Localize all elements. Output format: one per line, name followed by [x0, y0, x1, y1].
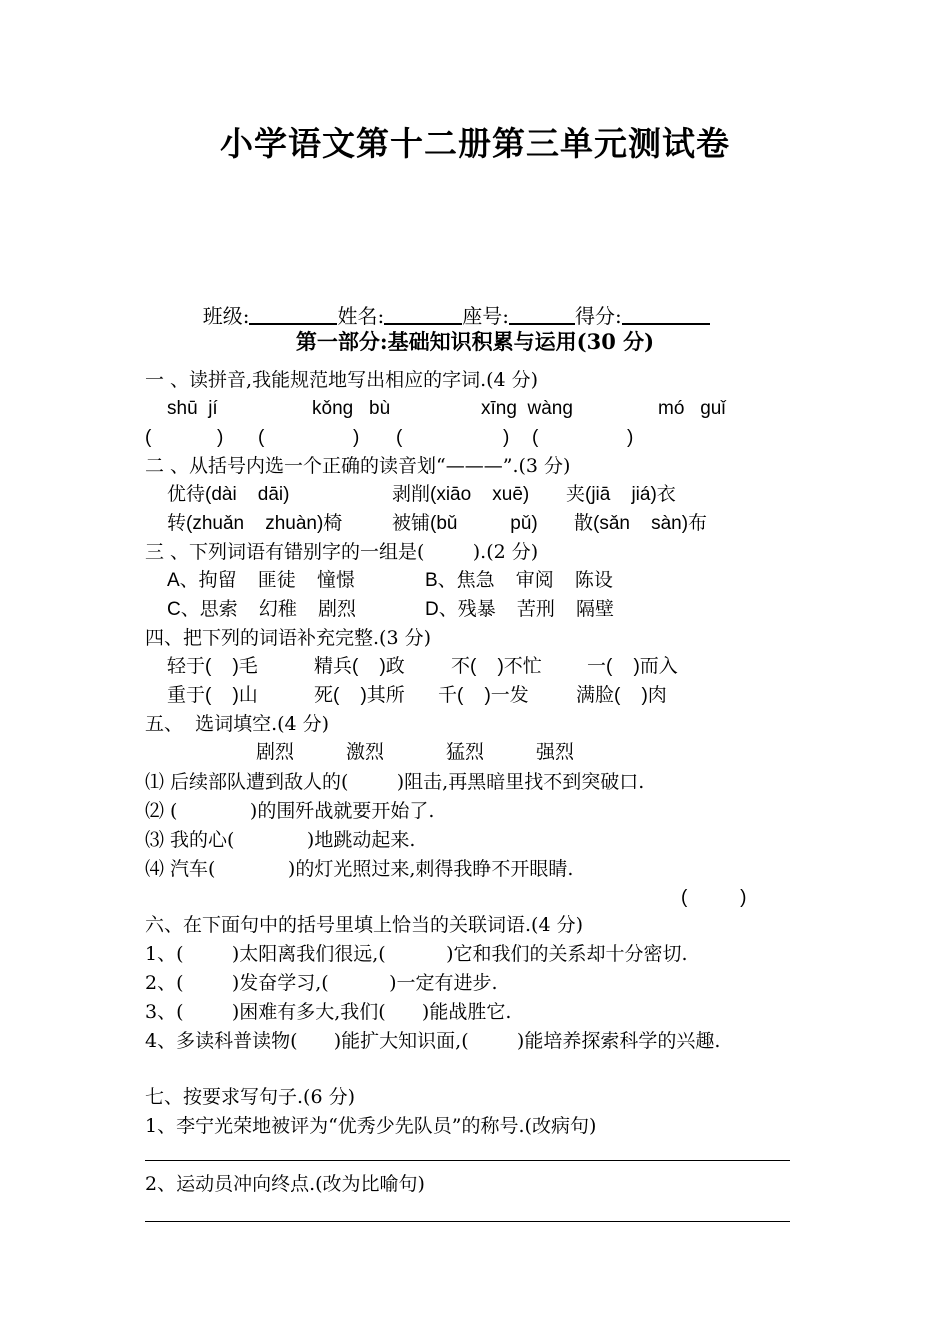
q7-heading: 七、按要求写句子.(6 分) [145, 1086, 355, 1108]
q2-row2-a: 转(zhuǎn zhuàn)椅 [167, 513, 343, 534]
answer-line-2 [145, 1221, 790, 1222]
q3-option-b: B、焦急 审阅 陈设 [425, 570, 613, 591]
q6-heading: 六、在下面句中的括号里填上恰当的关联词语.(4 分) [145, 914, 583, 936]
q1-pinyin-3: xīng wàng [481, 398, 573, 419]
seat-label: 座号: [462, 304, 509, 328]
q4-row1-c: 不( )不忙 [451, 656, 542, 677]
q6-item-4: 4、多读科普读物( )能扩大知识面,( )能培养探索科学的兴趣. [145, 1030, 721, 1052]
q1-bracket-close-1: ) [217, 427, 224, 448]
q1-bracket-close-4: ) [627, 427, 634, 448]
q3-option-a: A、拘留 匪徒 憧憬 [167, 570, 355, 591]
q4-row1-d: 一( )而入 [587, 656, 678, 677]
score-label: 得分: [574, 304, 622, 328]
score-blank [622, 305, 710, 325]
q5-item-2: ⑵ ( )的围歼战就要开始了. [145, 800, 435, 822]
q3-option-d: D、残暴 苦刑 隔壁 [425, 599, 614, 620]
q5-heading: 五、 选词填空.(4 分) [145, 713, 330, 735]
q1-bracket-open-3: ( [396, 427, 403, 448]
q4-row1-a: 轻于( )毛 [167, 656, 258, 677]
name-blank [384, 305, 462, 325]
page-title: 小学语文第十二册第三单元测试卷 [220, 124, 730, 163]
info-row [190, 280, 710, 328]
q2-row1-b: 剥削(xiāo xuē) [392, 484, 530, 505]
q2-heading: 二 、从括号内选一个正确的读音划“———”.(3 分) [145, 455, 571, 477]
q5-word-4: 强烈 [536, 742, 575, 763]
q4-row2-b: 死( )其所 [314, 685, 405, 706]
q5-word-3: 猛烈 [446, 742, 485, 763]
q4-row2-a: 重于( )山 [167, 685, 258, 706]
q7-item-2: 2、运动员冲向终点.(改为比喻句) [145, 1173, 425, 1195]
q6-item-3: 3、( )困难有多大,我们( )能战胜它. [145, 1001, 512, 1023]
answer-line-1 [145, 1160, 790, 1161]
class-label: 班级: [202, 304, 250, 328]
q5-item-1: ⑴ 后续部队遭到敌人的( )阻击,再黑暗里找不到突破口. [145, 771, 645, 793]
q5-item-4: ⑷ 汽车( )的灯光照过来,刺得我睁不开眼睛. [145, 858, 574, 880]
q5-item-3: ⑶ 我的心( )地跳动起来. [145, 829, 416, 851]
q1-pinyin-1: shū jí [167, 398, 218, 419]
q1-bracket-close-3: ) [503, 427, 510, 448]
q1-pinyin-4: mó guǐ [658, 398, 726, 419]
q3-heading: 三 、下列词语有错别字的一组是( ).(2 分) [145, 541, 539, 563]
q1-bracket-open-4: ( [532, 427, 539, 448]
q4-row2-d: 满脸( )肉 [576, 685, 667, 706]
name-label: 姓名: [337, 304, 385, 328]
q4-row1-b: 精兵( )政 [314, 656, 405, 677]
q7-item-1: 1、李宁光荣地被评为“优秀少先队员”的称号.(改病句) [145, 1115, 597, 1137]
q3-option-c: C、思索 幻稚 剧烈 [167, 599, 356, 620]
q6-item-1: 1、( )太阳离我们很远,( )它和我们的关系却十分密切. [145, 943, 688, 965]
q5-word-1: 剧烈 [256, 742, 295, 763]
q2-row2-b: 被铺(bǔ pǔ) [392, 513, 538, 534]
q1-bracket-open-1: ( [145, 427, 152, 448]
q5-word-2: 激烈 [346, 742, 385, 763]
class-blank [249, 305, 337, 325]
seat-blank [509, 305, 575, 325]
q2-row1-a: 优待(dài dāi) [167, 484, 290, 505]
q4-row2-c: 千( )一发 [438, 685, 529, 706]
q2-row2-c: 散(sǎn sàn)布 [574, 513, 708, 534]
q5-trailing-bracket: ( ) [681, 887, 747, 908]
q1-bracket-close-2: ) [353, 427, 360, 448]
q2-row1-c: 夹(jiā jiá)衣 [566, 484, 676, 505]
part1-heading: 第一部分:基础知识积累与运用(30 分) [295, 329, 655, 354]
q6-item-2: 2、( )发奋学习,( )一定有进步. [145, 972, 498, 994]
q4-heading: 四、把下列的词语补充完整.(3 分) [145, 627, 431, 649]
q1-pinyin-2: kǒng bù [312, 398, 391, 419]
q1-heading: 一 、读拼音,我能规范地写出相应的字词.(4 分) [145, 369, 539, 391]
q1-bracket-open-2: ( [258, 427, 265, 448]
